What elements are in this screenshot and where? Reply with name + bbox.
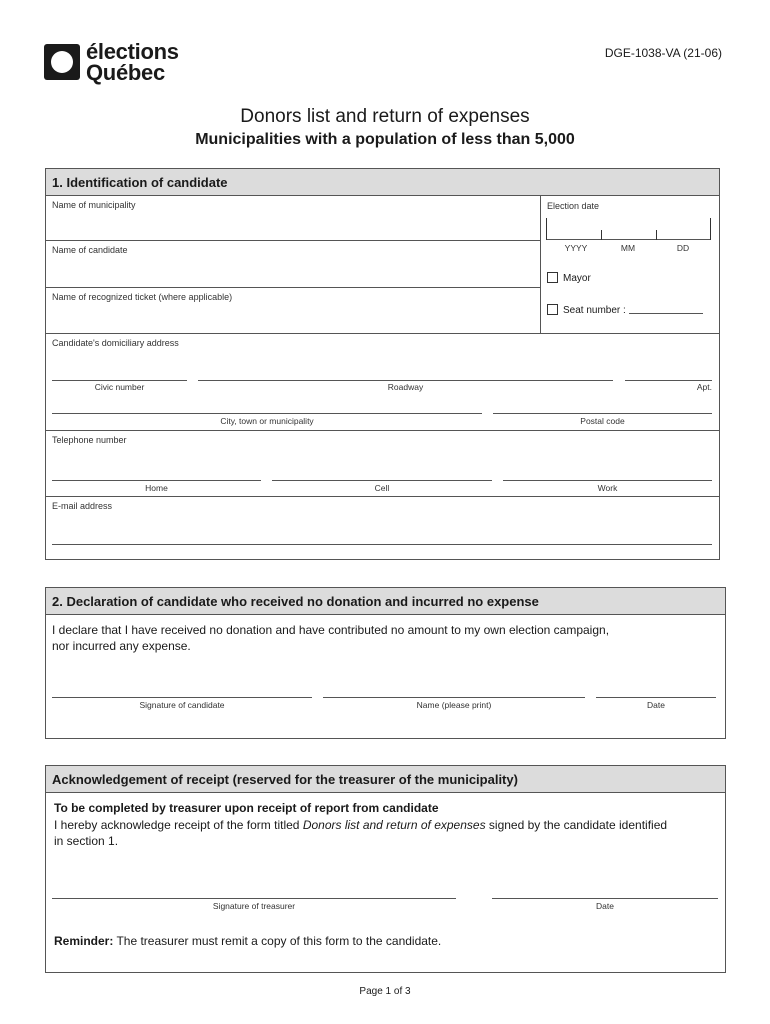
divider bbox=[46, 240, 540, 241]
date-tick bbox=[601, 230, 602, 240]
civic-number-field[interactable] bbox=[52, 380, 187, 381]
date-tick bbox=[656, 230, 657, 240]
apt-field[interactable] bbox=[625, 380, 712, 381]
seat-checkbox[interactable] bbox=[547, 304, 558, 315]
date-mm-label: MM bbox=[620, 243, 636, 253]
declaration-text bbox=[52, 622, 712, 654]
declaration-line2: nor incurred any expense. bbox=[52, 639, 191, 653]
postal-code-caption: Postal code bbox=[580, 416, 625, 426]
name-print-caption: Name (please print) bbox=[416, 700, 492, 710]
candidate-signature-caption: Signature of candidate bbox=[139, 700, 225, 710]
city-field[interactable] bbox=[52, 413, 482, 414]
divider bbox=[46, 333, 719, 334]
section3-heading: Acknowledgement of receipt (reserved for the treasurer of the municipality) bbox=[46, 766, 725, 793]
declaration-date-caption: Date bbox=[647, 700, 665, 710]
municipality-field[interactable] bbox=[47, 212, 537, 238]
acknowledgement-line2: in section 1. bbox=[54, 834, 119, 848]
roadway-caption: Roadway bbox=[387, 382, 424, 392]
ticket-label: Name of recognized ticket (where applicable) bbox=[52, 292, 233, 302]
mayor-label: Mayor bbox=[563, 273, 591, 284]
divider bbox=[46, 496, 719, 497]
date-tick bbox=[710, 218, 711, 240]
treasurer-date-caption: Date bbox=[596, 901, 614, 911]
email-field[interactable] bbox=[52, 544, 712, 545]
seat-number-field[interactable] bbox=[629, 313, 703, 314]
reminder-text bbox=[54, 934, 441, 948]
section2-heading: 2. Declaration of candidate who received no donation and incurred no expense bbox=[46, 588, 725, 615]
election-date-field[interactable] bbox=[546, 218, 711, 240]
declaration-date-field[interactable] bbox=[596, 697, 716, 698]
apt-caption: Apt. bbox=[696, 382, 712, 392]
cell-caption: Cell bbox=[374, 483, 390, 493]
ack-part2: signed by the candidate identified bbox=[485, 818, 668, 832]
logo-wordmark bbox=[86, 41, 179, 83]
section1-heading: 1. Identification of candidate bbox=[46, 169, 719, 196]
date-line bbox=[546, 239, 711, 240]
ack-part1: I hereby acknowledge receipt of the form titled bbox=[54, 818, 303, 832]
home-caption: Home bbox=[145, 483, 168, 493]
date-yyyy-label: YYYY bbox=[564, 243, 588, 253]
acknowledgement-text bbox=[54, 817, 720, 849]
treasurer-date-field[interactable] bbox=[492, 898, 718, 899]
work-caption: Work bbox=[597, 483, 618, 493]
divider bbox=[46, 287, 540, 288]
email-label: E-mail address bbox=[52, 501, 113, 511]
page-title: Donors list and return of expenses bbox=[240, 106, 530, 127]
treasurer-instruction: To be completed by treasurer upon receipt of report from candidate bbox=[54, 801, 439, 815]
acknowledgement-line1 bbox=[54, 817, 720, 833]
page-number: Page 1 of 3 bbox=[359, 986, 411, 997]
address-label: Candidate's domiciliary address bbox=[52, 338, 179, 348]
reminder-label: Reminder: bbox=[54, 934, 114, 948]
candidate-name-label: Name of candidate bbox=[52, 245, 128, 255]
roadway-field[interactable] bbox=[198, 380, 613, 381]
date-tick bbox=[546, 218, 547, 240]
home-phone-field[interactable] bbox=[52, 480, 261, 481]
treasurer-signature-caption: Signature of treasurer bbox=[212, 901, 296, 911]
logo-line2: Québec bbox=[86, 60, 165, 85]
ticket-field[interactable] bbox=[47, 305, 537, 331]
election-date-label: Election date bbox=[547, 201, 600, 211]
page-subtitle: Municipalities with a population of less than 5,000 bbox=[195, 131, 575, 148]
seat-label: Seat number : bbox=[563, 305, 626, 316]
candidate-name-print-field[interactable] bbox=[323, 697, 585, 698]
work-phone-field[interactable] bbox=[503, 480, 712, 481]
elections-quebec-logo-icon bbox=[44, 44, 80, 80]
treasurer-signature-field[interactable] bbox=[52, 898, 456, 899]
mayor-checkbox[interactable] bbox=[547, 272, 558, 283]
candidate-name-field[interactable] bbox=[47, 258, 537, 285]
reminder-body: The treasurer must remit a copy of this form to the candidate. bbox=[113, 934, 442, 948]
date-dd-label: DD bbox=[676, 243, 690, 253]
telephone-label: Telephone number bbox=[52, 435, 127, 445]
postal-code-field[interactable] bbox=[493, 413, 712, 414]
cell-phone-field[interactable] bbox=[272, 480, 492, 481]
form-number: DGE-1038-VA (21-06) bbox=[604, 46, 722, 60]
declaration-line1: I declare that I have received no donation and have contributed no amount to my own election campaign, bbox=[52, 623, 610, 637]
divider bbox=[540, 196, 541, 333]
municipality-label: Name of municipality bbox=[52, 200, 136, 210]
civic-number-caption: Civic number bbox=[94, 382, 145, 392]
candidate-signature-field[interactable] bbox=[52, 697, 312, 698]
city-caption: City, town or municipality bbox=[220, 416, 314, 426]
ack-form-title: Donors list and return of expenses bbox=[302, 818, 486, 832]
divider bbox=[46, 430, 719, 431]
logo-line1: élections bbox=[86, 39, 179, 64]
